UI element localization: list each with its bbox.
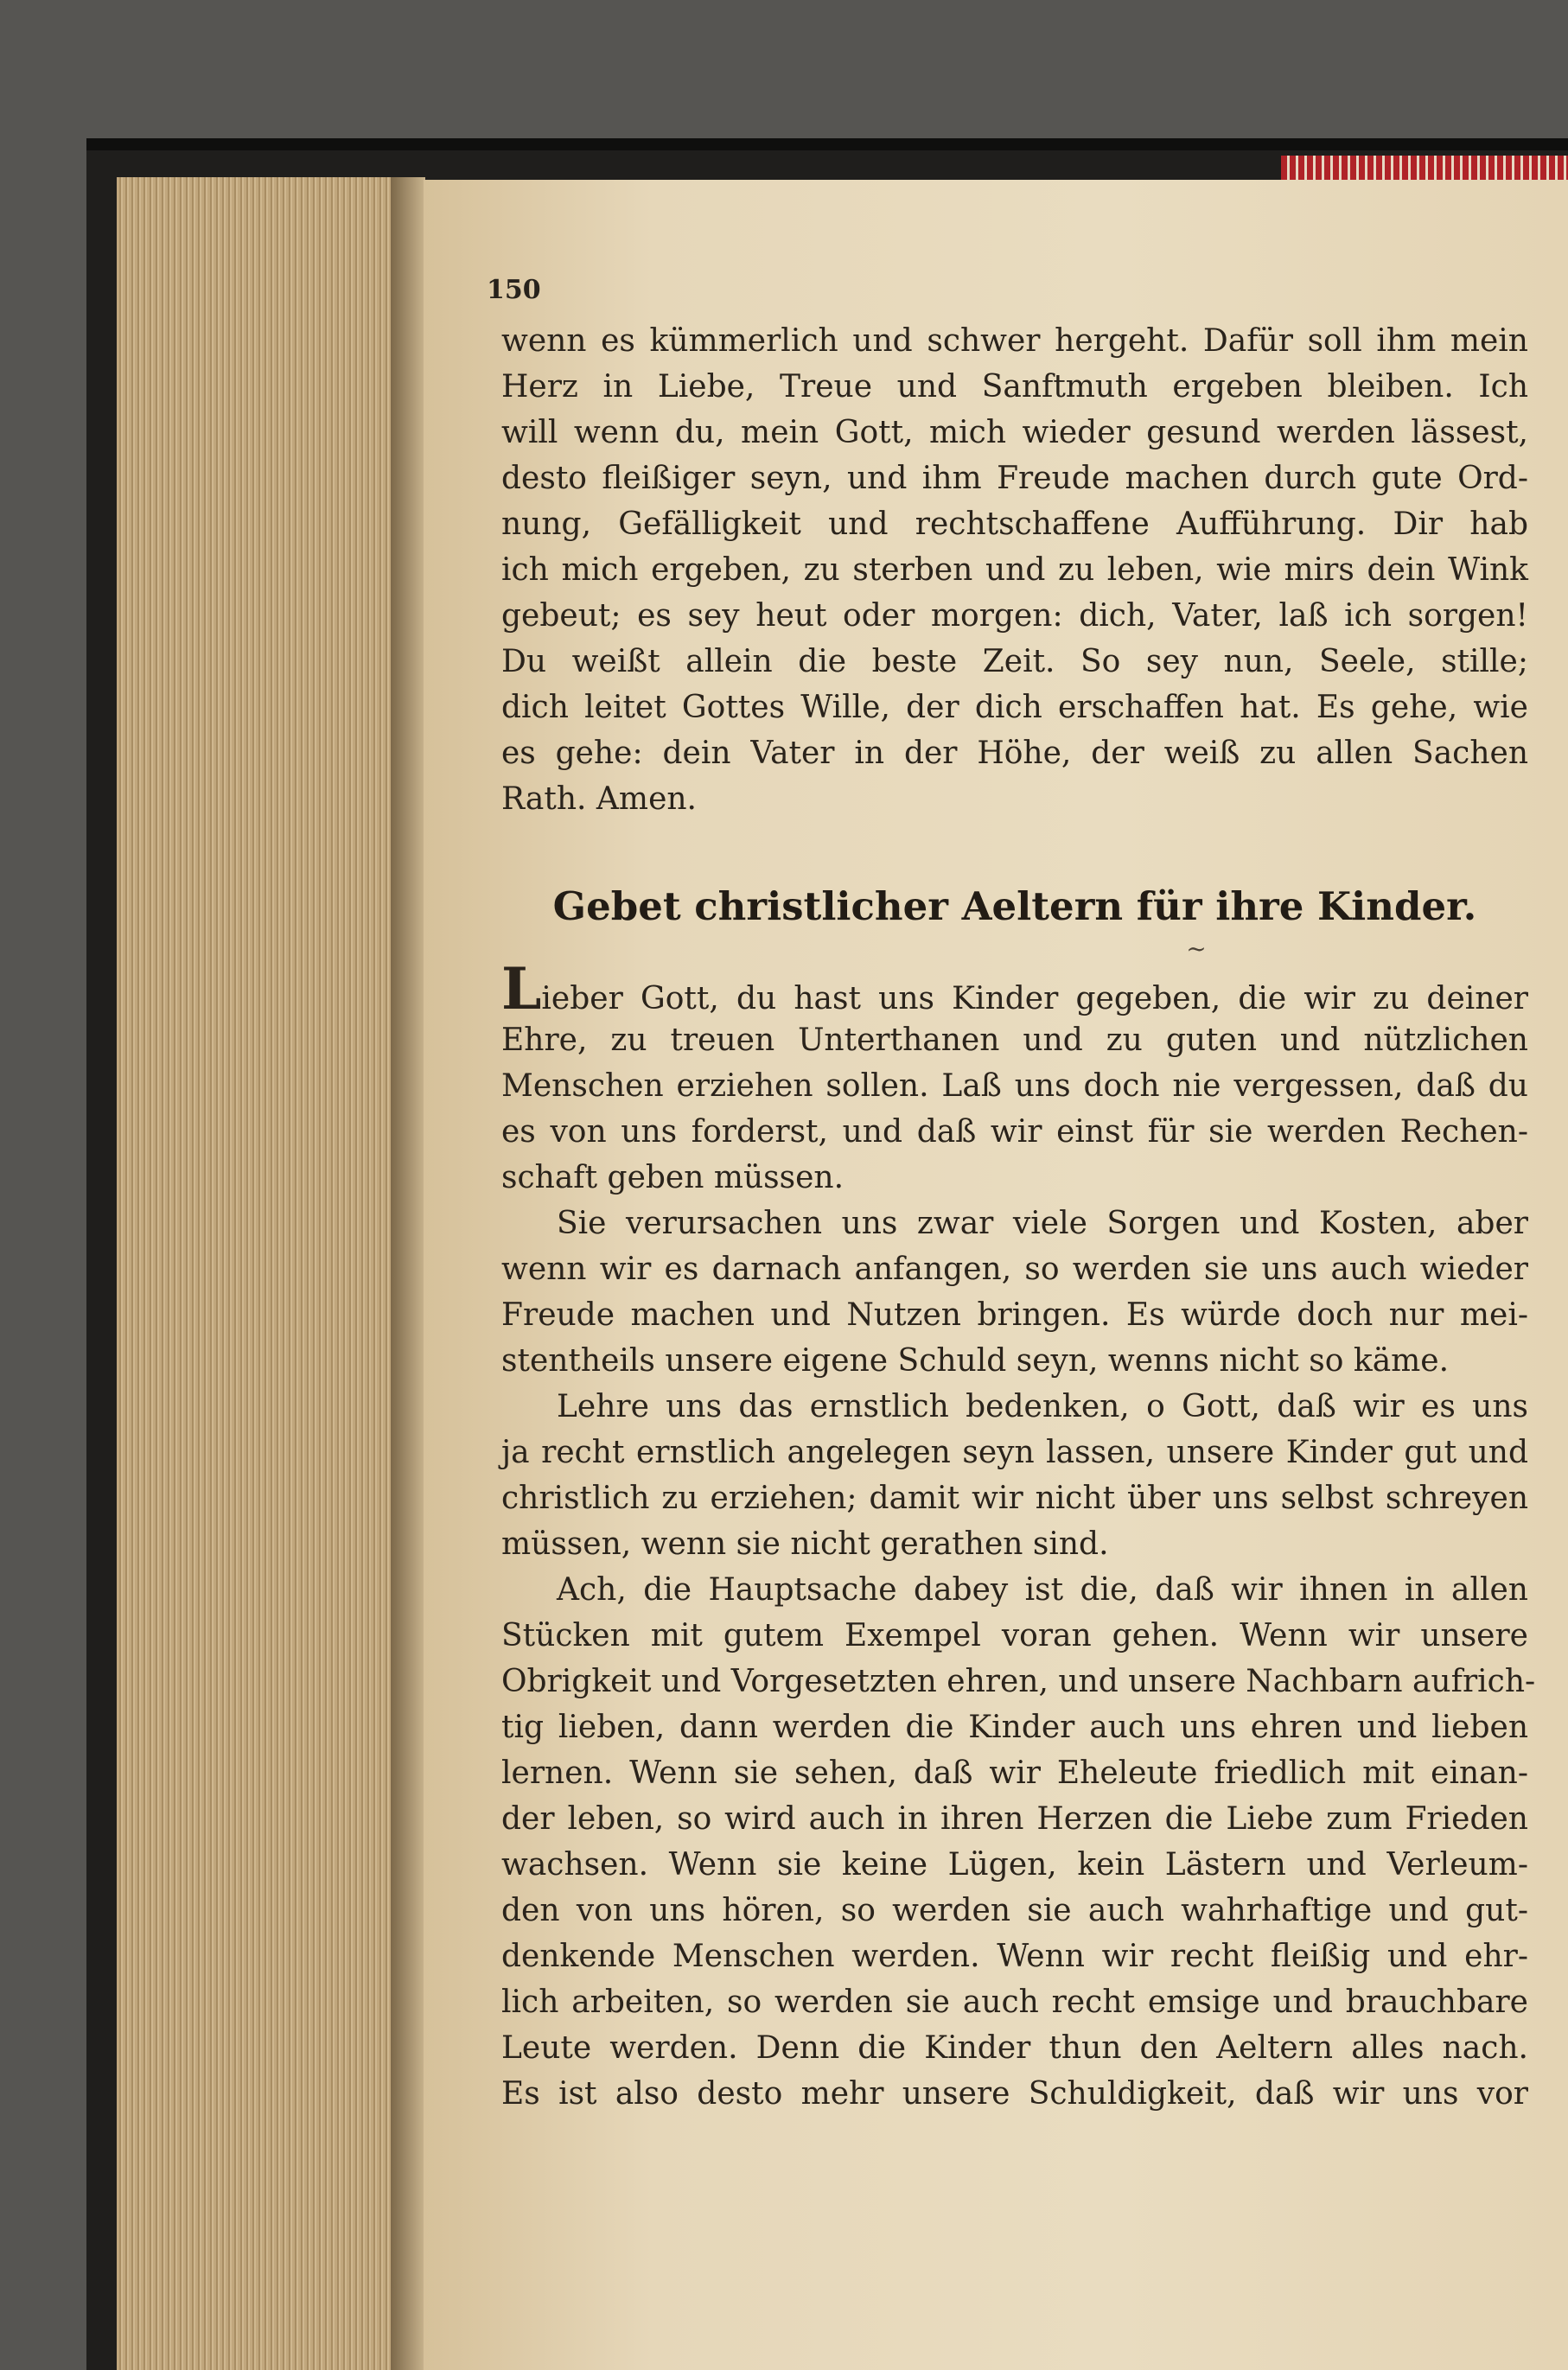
text-line: Es ist also desto mehr unsere Schuldigkeit, daß wir uns vor [501,2076,1528,2112]
text-line: will wenn du, mein Gott, mich wieder gesund werden lässest, [501,415,1528,450]
text-line: lernen. Wenn sie sehen, daß wir Eheleute friedlich mit einan- [501,1755,1528,1791]
page-edges [117,177,393,2370]
text-line: der leben, so wird auch in ihren Herzen die Liebe zum Frieden [501,1801,1528,1837]
text-line: es von uns forderst, und daß wir einst für sie werden Rechen- [501,1114,1528,1150]
page-number: 150 [487,275,541,305]
text-line: müssen, wenn sie nicht gerathen sind. [501,1526,1109,1562]
drop-cap: L [501,955,542,1023]
text-line: schaft geben müssen. [501,1160,845,1195]
text-line: gebeut; es sey heut oder morgen: dich, Vater, laß ich sorgen! [501,598,1528,634]
paragraph-prayer-end [501,318,1528,822]
first-line-text: ieber Gott, du hast uns Kinder gegeben, die wir zu deiner [541,981,1528,1016]
text-line: Herz in Liebe, Treue und Sanftmuth ergeben bleiben. Ich [501,369,1528,405]
text-line: Leute werden. Denn die Kinder thun den Aeltern alles nach. [501,2030,1528,2066]
text-line: wenn es kümmerlich und schwer hergeht. Dafür soll ihm mein [501,323,1528,359]
section-heading: Gebet christlicher Aeltern für ihre Kinder. [552,883,1477,929]
text-line: ich mich ergeben, zu sterben und zu leben, wie mirs dein Wink [501,552,1528,588]
first-line [501,955,1528,1023]
text-line: wachsen. Wenn sie keine Lügen, kein Lästern und Verleum- [501,1847,1528,1883]
text-line: nung, Gefälligkeit und rechtschaffene Aufführung. Dir hab [501,506,1528,542]
text-line: stentheils unsere eigene Schuld seyn, wenns nicht so käme. [501,1343,1450,1379]
text-line: den von uns hören, so werden sie auch wahrhaftige und gut- [501,1893,1528,1928]
text-line: desto fleißiger seyn, und ihm Freude machen durch gute Ord- [501,461,1528,496]
section-gap [501,822,1528,876]
text-line: Ach, die Hauptsache dabey ist die, daß wir ihnen in allen [557,1572,1528,1608]
text-line: Freude machen und Nutzen bringen. Es würde doch nur mei- [501,1297,1528,1333]
text-line: Menschen erziehen sollen. Laß uns doch nie vergessen, daß du [501,1068,1528,1104]
text-line: Ehre, zu treuen Unterthanen und zu guten und nützlichen [501,1023,1528,1058]
text-line: Obrigkeit und Vorgesetzten ehren, und unsere Nachbarn aufrich- [501,1664,1536,1699]
text-line: wenn wir es darnach anfangen, so werden sie uns auch wieder [501,1252,1528,1287]
page-text [501,318,1536,2117]
text-line: Sie verursachen uns zwar viele Sorgen und Kosten, aber [557,1206,1528,1241]
paragraph-2 [501,1201,1528,1384]
paragraph-3 [501,1384,1528,1567]
text-line: lich arbeiten, so werden sie auch recht emsige und brauchbare [501,1985,1528,2020]
text-line: Stücken mit gutem Exempel voran gehen. Wenn wir unsere [501,1618,1528,1653]
book-cover-edge [86,138,1568,150]
text-line: ja recht ernstlich angelegen seyn lassen, unsere Kinder gut und [501,1435,1528,1470]
paragraph-1 [501,955,1528,1201]
text-line: Rath. Amen. [501,781,698,817]
text-line: denkende Menschen werden. Wenn wir recht fleißig und ehr- [501,1939,1528,1974]
heading-ornament: ~ [1186,934,1207,963]
book-gutter [391,177,425,2370]
text-line: Du weißt allein die beste Zeit. So sey nun, Seele, stille; [501,644,1528,679]
bookmark-ribbon [1281,156,1568,180]
text-line: es gehe: dein Vater in der Höhe, der weiß zu allen Sachen [501,736,1528,771]
text-line: dich leitet Gottes Wille, der dich erschaffen hat. Es gehe, wie [501,690,1528,725]
paragraph-4 [501,1567,1536,2117]
text-line: christlich zu erziehen; damit wir nicht über uns selbst schreyen [501,1481,1528,1516]
text-line: Lehre uns das ernstlich bedenken, o Gott, daß wir es uns [557,1389,1528,1424]
text-line: tig lieben, dann werden die Kinder auch uns ehren und lieben [501,1710,1528,1745]
